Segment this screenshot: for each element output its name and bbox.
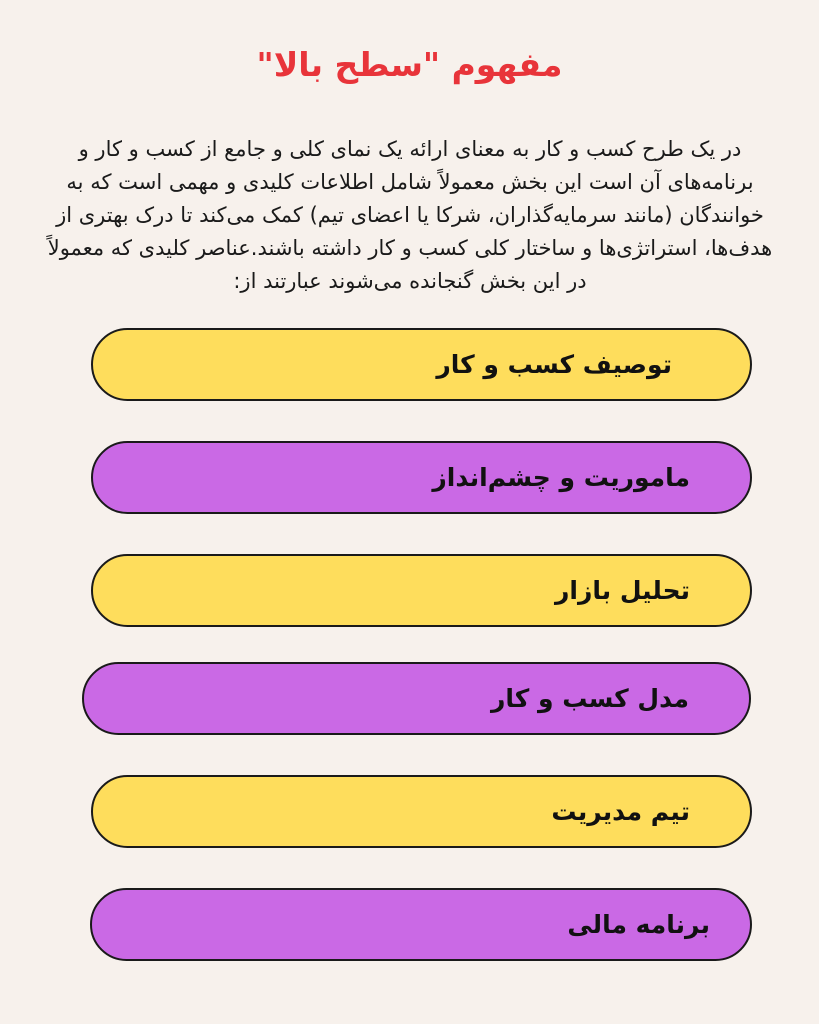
list-item-label: برنامه مالی <box>567 910 710 939</box>
list-item-business-model <box>82 662 751 735</box>
list-item-label: توصیف کسب و کار <box>436 350 672 379</box>
list-item-label: تیم مدیریت <box>551 797 690 826</box>
list-item-label: تحلیل بازار <box>555 576 690 605</box>
intro-paragraph: در یک طرح کسب و کار به معنای ارائه یک نمای کلی و جامع از کسب و کار و برنامه‌های آن است این بخش معمولاً شامل اطلاعات کلیدی و مهمی است که به خوانندگان (مانند سرمایه‌گذاران، شرکا یا اعضای تیم) کمک می‌کند تا درک بهتری از هدف‌ها، استراتژی‌ها و ساختار کلی کسب و کار داشته باشند.عناصر کلیدی که معمولاً در این بخش گنجانده می‌شوند عبارتند از: <box>47 137 773 293</box>
list-item-business-description <box>91 328 752 401</box>
list-item-financial-plan <box>90 888 752 961</box>
list-item-mission-vision <box>91 441 752 514</box>
list-item-market-analysis <box>91 554 752 627</box>
list-item-label: ماموریت و چشم‌انداز <box>432 463 690 492</box>
page-title: مفهوم "سطح بالا" <box>256 45 563 84</box>
list-item-label: مدل کسب و کار <box>490 684 689 713</box>
list-item-management-team <box>91 775 752 848</box>
